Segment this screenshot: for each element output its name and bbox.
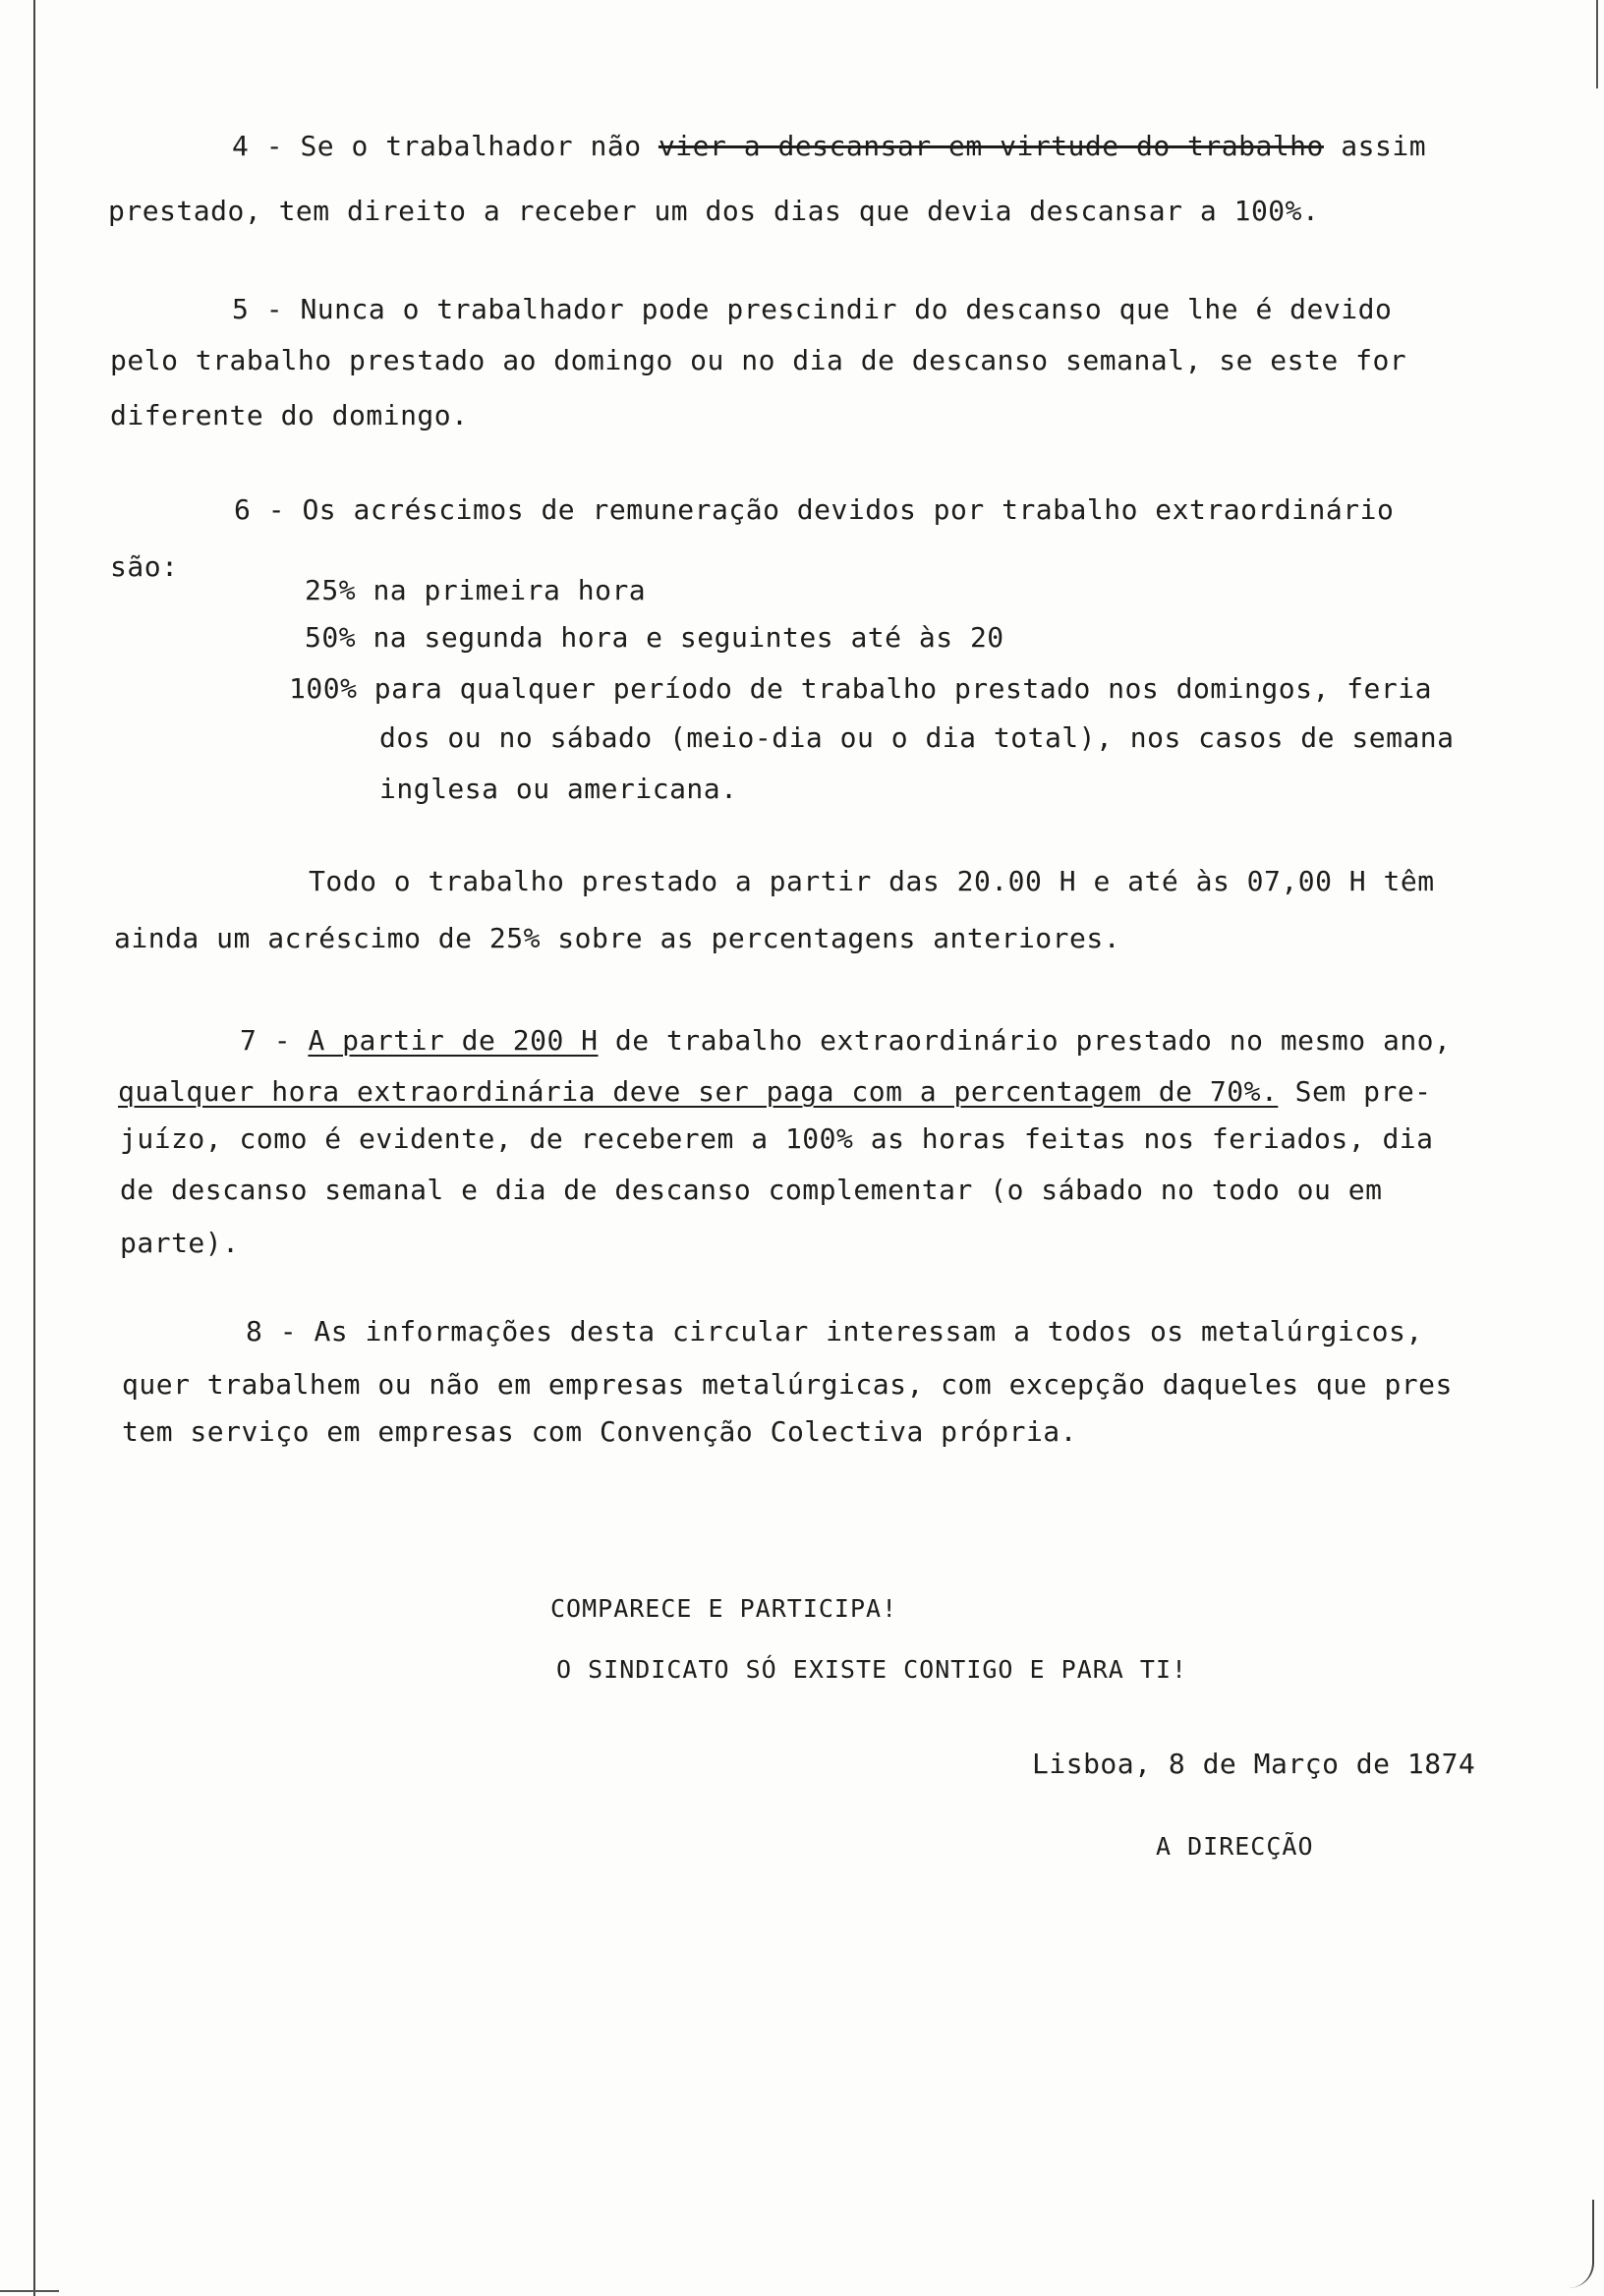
rate-row-3	[289, 672, 1432, 706]
item-7-line-5: parte).	[120, 1227, 240, 1259]
item-7-line-1	[240, 1024, 1451, 1058]
night-rate-line-1: Todo o trabalho prestado a partir das 20.00 H e até às 07,00 H têm	[309, 865, 1435, 897]
slogan-line-1: COMPARECE E PARTICIPA!	[550, 1594, 898, 1623]
item-7-line-3: juízo, como é evidente, de receberem a 100% as horas feitas nos feriados, dia	[120, 1122, 1434, 1155]
item-6-line-1	[234, 493, 1394, 527]
item-5-line-3: diferente do domingo.	[110, 399, 469, 431]
rate-row-3-line-2: dos ou no sábado (meio-dia ou o dia total), nos casos de semana	[379, 721, 1455, 754]
item-6-line-2: são:	[110, 550, 179, 583]
item-5-text: Nunca o trabalhador pode prescindir do descanso que lhe é devido	[300, 293, 1393, 325]
item-5-line-1	[232, 293, 1392, 326]
item-7-underlined-text: A partir de 200 H	[308, 1024, 599, 1057]
item-7-line-4: de descanso semanal e dia de descanso complementar (o sábado no todo ou em	[120, 1174, 1383, 1206]
rate-text: na segunda hora e seguintes até às 20	[372, 621, 1004, 654]
item-8-line-2: quer trabalhem ou não em empresas metalúrgicas, com excepção daqueles que pres	[122, 1368, 1453, 1401]
place-and-date: Lisboa, 8 de Março de 1874	[1032, 1748, 1476, 1780]
item-4-text-end: assim	[1341, 130, 1427, 162]
rate-pct: 25%	[305, 574, 357, 606]
item-8-line-1	[246, 1315, 1423, 1349]
item-8-line-3: tem serviço em empresas com Convenção Colectiva própria.	[122, 1415, 1078, 1448]
item-4-number: 4 -	[232, 130, 284, 162]
rate-text: na primeira hora	[372, 574, 647, 606]
item-4-line-1	[232, 130, 1426, 163]
rate-text: para qualquer período de trabalho prestado nos domingos, feria	[373, 672, 1432, 705]
item-7-text: de trabalho extraordinário prestado no mesmo ano,	[614, 1024, 1452, 1057]
item-4-struck-text: vier a descansar em virtude do trabalho	[658, 130, 1324, 162]
item-7-text: Sem pre-	[1294, 1075, 1432, 1108]
item-5-number: 5 -	[232, 293, 284, 325]
rate-row-1	[305, 574, 646, 607]
rate-row-2	[305, 621, 1004, 655]
item-6-text: Os acréscimos de remuneração devidos por trabalho extraordinário	[302, 493, 1395, 526]
item-6-number: 6 -	[234, 493, 286, 526]
night-rate-line-2: ainda um acréscimo de 25% sobre as percentagens anteriores.	[114, 922, 1121, 954]
item-7-underlined-text: qualquer hora extraordinária deve ser paga com a percentagem de 70%.	[118, 1075, 1279, 1108]
signature: A DIRECÇÃO	[1156, 1832, 1314, 1861]
item-7-line-2	[118, 1075, 1432, 1109]
rate-row-3-line-3: inglesa ou americana.	[379, 773, 738, 805]
item-8-text: As informações desta circular interessam a todos os metalúrgicos,	[314, 1315, 1423, 1348]
item-5-line-2: pelo trabalho prestado ao domingo ou no dia de descanso semanal, se este for	[110, 344, 1407, 376]
slogan-line-2: O SINDICATO SÓ EXISTE CONTIGO E PARA TI!	[556, 1655, 1188, 1684]
item-4-text: Se o trabalhador não	[300, 130, 642, 162]
item-4-line-2: prestado, tem direito a receber um dos dias que devia descansar a 100%.	[108, 195, 1320, 227]
rate-pct: 50%	[305, 621, 357, 654]
rate-pct: 100%	[289, 672, 358, 705]
item-8-number: 8 -	[246, 1315, 298, 1348]
item-7-number: 7 -	[240, 1024, 292, 1057]
